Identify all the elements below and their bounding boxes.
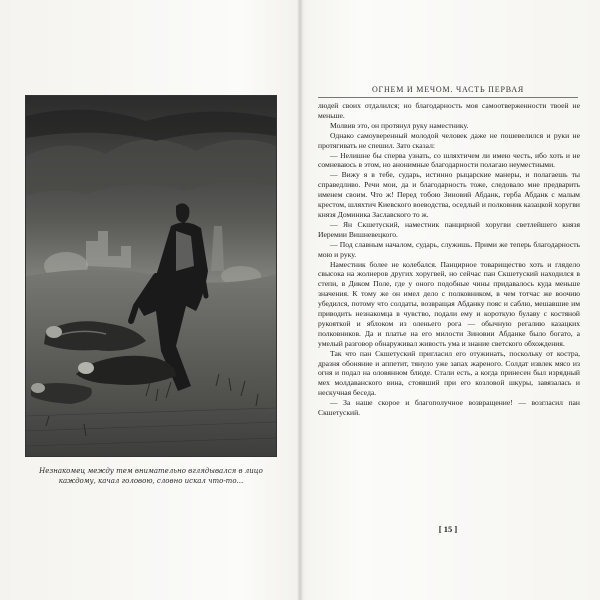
paragraph: — Нелишне бы сперва узнать, со шляхтичем ли имею честь, ибо хоть и не сомневаюсь в этом, но анонимные благодарности полагаю неуместными. xyxy=(318,150,580,170)
page-body-text xyxy=(318,101,580,418)
paragraph: — Вижу я в тебе, сударь, истинно рыцарские манеры, и полагаешь ты справедливо. Речи мои, да и благодарность тоже, следовало мне предварить именем своим. Что ж! Перед тобою Зиновий Абданк, герба Абданк с малым крестом, шляхтич Киевского воеводства, оседлый и полковник казацкой хоругви князя Доминика Заславского то ж. xyxy=(318,170,580,219)
running-head: ОГНЕМ И МЕЧОМ. ЧАСТЬ ПЕРВАЯ xyxy=(371,85,525,94)
paragraph: Наместник более не колебался. Панцирное товарищество хоть и глядело свысока на жолнеров других хоругвей, но сейчас пан Скшетуский находился в степи, в Диком Поле, где у оного подобные чины придавалось куда меньше значения. К тому же он имел дело с полковником, в чем тотчас же воочию убедился, потому что солдаты, возвращая Абданку пояс и саблю, мешавшие им приводить незнакомца в чувство, подали ему и короткую булаву с костяной рукояткой и яблоком из оленьего рога — обычную регалию казацких полковников. Да и платье на его милости Зиновии Абданке было богато, а умелый разговор обнаруживал живость ума и знание светского обхождения. xyxy=(318,259,580,348)
paragraph: Однако самоуверенный молодой человек даже не пошевелился и руки не протягивать не спешил. Зато сказал: xyxy=(318,130,580,150)
paragraph: Молвив это, он протянул руку наместнику. xyxy=(330,120,469,130)
book-gutter xyxy=(297,0,303,600)
paragraph: людей своих отдалился; но благодарность моя самоотверженности твоей не меньше. xyxy=(318,101,580,120)
paragraph: — Под славным началом, сударь, служишь. Прими же теперь благодарность мою и руку. xyxy=(318,239,580,259)
paragraph: — За наше скорое и благополучное возвращение! — возгласил пан Скшетуский. xyxy=(318,398,580,418)
page-number: [ 15 ] xyxy=(438,524,458,534)
paragraph: Так что пан Скшетуский пригласил его отужинать, поскольку от костра, дразня обоняние и аппетит, тянуло уже запах жареного. Солдат извлек мясо из огня и подал на оловянном блюде. Стали есть, а когда принесен был изрядный мех молдаванского вина, стоявший при его козловой шкуры, завязалась и нескучная беседа. xyxy=(318,348,580,398)
paragraph: — Ян Скшетуский, наместник панцирной хоругви светлейшего князя Иеремии Вишневецкого. xyxy=(318,219,580,239)
illustration-engraving xyxy=(25,95,277,457)
illustration-caption: Незнакомец между тем внимательно вглядывался в лицо каждому, качал головою, словно искал что-то... xyxy=(39,467,263,485)
running-head-rule xyxy=(318,97,578,98)
